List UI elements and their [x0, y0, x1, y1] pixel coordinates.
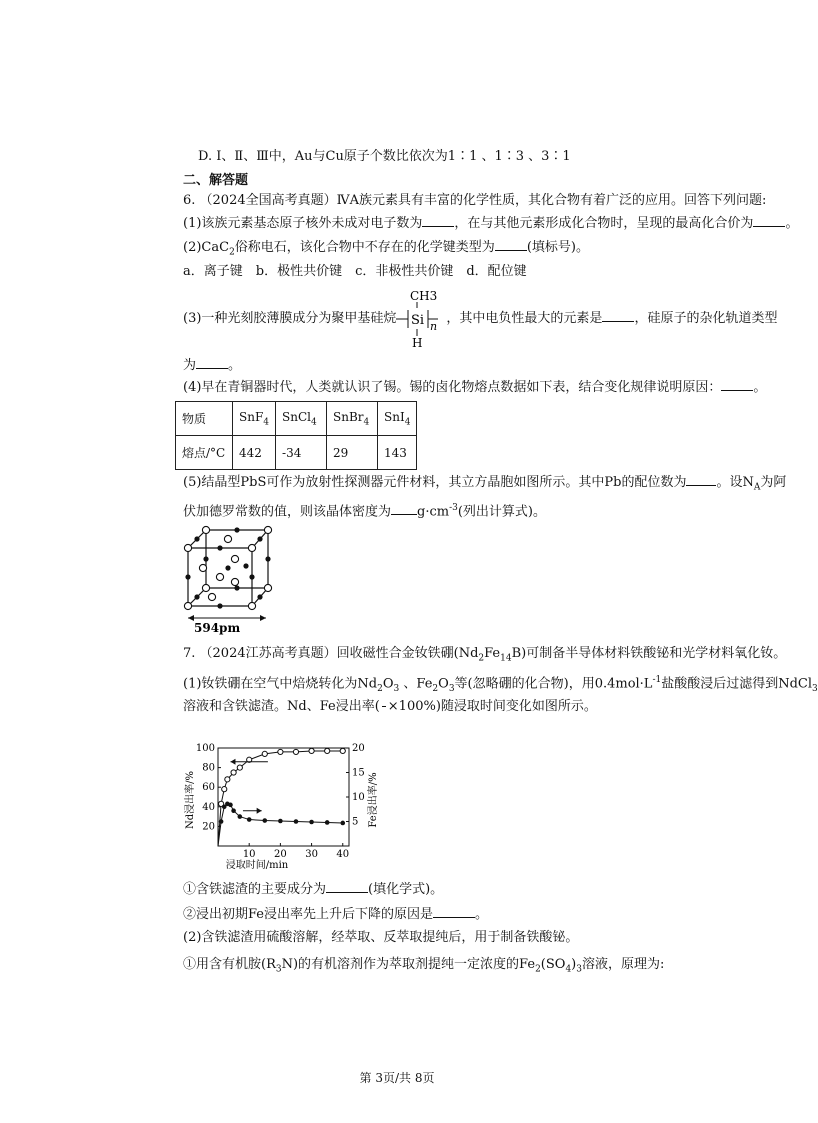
nd-data-point: [340, 748, 345, 753]
table-cell: SnBr$_4$: [327, 402, 378, 436]
polymethylsilane-formula: [396, 288, 446, 350]
table-cell: 熔点/°C: [176, 436, 233, 470]
answer-blank[interactable]: [686, 473, 716, 486]
open-atom: [202, 584, 209, 591]
answer-blank[interactable]: [602, 309, 634, 322]
y-axis-label-left: Nd浸出率/%: [185, 770, 196, 830]
answer-blank[interactable]: [753, 214, 785, 227]
open-atom: [231, 555, 238, 562]
pb-or-s-atom: [225, 565, 230, 570]
pb-or-s-atom: [234, 527, 239, 532]
table-row: [176, 436, 417, 470]
open-atom: [224, 535, 231, 542]
x-axis-label: 浸取时间/min: [225, 860, 289, 871]
y-tick-label-right: 10: [352, 792, 365, 803]
option-d: D. Ⅰ、Ⅱ、Ⅲ中，Au与Cu原子个数比依次为1∶1 、1∶3 、3∶1: [198, 149, 571, 164]
open-atom: [248, 602, 255, 609]
answer-blank[interactable]: [422, 214, 454, 227]
q7-1-ii: ②浸出初期Fe浸出率先上升后下降的原因是 。: [183, 907, 489, 922]
table-cell: 143: [378, 436, 417, 470]
pb-or-s-atom: [185, 574, 190, 579]
pb-or-s-atom: [257, 536, 262, 541]
fe-data-point: [262, 818, 267, 823]
nd-series-line: [218, 751, 343, 846]
y-tick-label-left: 100: [195, 743, 215, 754]
open-atom: [184, 602, 191, 609]
q7-part2: (2)含铁滤渣用硫酸溶解，经萃取、反萃取提纯后，用于制备铁酸铋。: [183, 930, 579, 945]
pb-or-s-atom: [217, 545, 222, 550]
pb-or-s-atom: [194, 536, 199, 541]
ch3-group: CH3: [410, 288, 438, 303]
open-atom: [264, 526, 271, 533]
open-atom: [208, 593, 215, 600]
q6-stem: 6. （2024全国高考真题）ⅣA族元素具有丰富的化学性质，其化合物有着广泛的应用。回答下列问题:: [183, 193, 767, 208]
fe-data-point: [247, 817, 252, 822]
q7-part1-formula: 溶液和含铁滤渣。Nd、Fe浸出率( ×100%)随浸取时间变化如图所示。: [183, 699, 597, 714]
q6-part5: (5)结晶型PbS可作为放射性探测器元件材料，其立方晶胞如图所示。其中Pb的配位数为 。设$N_A$为阿: [183, 475, 787, 493]
answer-blank[interactable]: [495, 238, 527, 251]
q6-part3: (3)一种光刻胶薄膜成分为聚甲基硅烷 CH3 Si n H ，其中电负性最大的元素是 ，硅原子的杂化轨道类型: [183, 288, 778, 350]
nd-data-point: [231, 770, 236, 775]
q6-part2-options: a．离子键 b．极性共价键 c．非极性共价键 d．配位键: [183, 264, 527, 279]
pb-or-s-atom: [243, 563, 248, 568]
repeat-n: n: [430, 319, 438, 333]
melting-point-table: [175, 401, 417, 470]
q6-part4: (4)早在青铜器时代，人类就认识了锡。锡的卤化物熔点数据如下表，结合变化规律说明原因： 。: [183, 380, 767, 395]
pb-or-s-atom: [194, 594, 199, 599]
open-atom: [216, 573, 223, 580]
polymer-structure-svg: [396, 289, 446, 349]
answer-blank[interactable]: [326, 880, 368, 893]
nd-data-point: [262, 751, 267, 756]
pb-or-s-atom: [217, 603, 222, 608]
leaching-rate-fraction: [382, 706, 386, 707]
x-tick-label: 20: [274, 849, 287, 860]
q7-stem: 7. （2024江苏高考真题）回收磁性合金钕铁硼$(Nd_2Fe_{14}B)$可制备半导体材料铁酸铋和光学材料氧化钕。: [183, 646, 787, 664]
y-axis-label-right: Fe浸出率/%: [368, 772, 379, 828]
pb-or-s-atom: [249, 574, 254, 579]
answer-blank[interactable]: [721, 378, 753, 391]
si-atom: Si: [411, 312, 425, 328]
x-tick-label: 10: [242, 849, 256, 860]
nd-data-point: [222, 787, 227, 792]
open-atom: [231, 578, 238, 585]
q7-1-i: ①含铁滤渣的主要成分为 (填化学式)。: [183, 882, 444, 897]
open-atom: [202, 526, 209, 533]
nd-axis-arrowhead: [230, 759, 235, 765]
y-tick-label-right: 15: [352, 767, 365, 779]
pb-or-s-atom: [257, 594, 262, 599]
answer-blank[interactable]: [196, 356, 228, 369]
fe-data-point: [340, 821, 345, 826]
table-cell: 物质: [176, 402, 233, 436]
q7-2-i: ①用含有机胺$(R_3N)$的有机溶剂作为萃取剂提纯一定浓度的$Fe_2(SO_4)_3$溶液，原理为:: [183, 957, 665, 975]
fe-series-line: [218, 804, 343, 846]
answer-blank[interactable]: [391, 502, 417, 515]
y-tick-label-right: 20: [352, 743, 365, 754]
pbs-unit-cell-diagram: [180, 522, 280, 637]
open-atom: [248, 544, 255, 551]
nd-data-point: [293, 749, 298, 754]
nd-data-point: [309, 748, 314, 753]
open-atom: [264, 584, 271, 591]
nd-data-point: [325, 748, 330, 753]
section-heading: 二、解答题: [183, 173, 249, 188]
open-atom: [184, 544, 191, 551]
nd-data-point: [278, 749, 283, 754]
h-atom: H: [412, 335, 423, 350]
y-tick-label-right: 5: [352, 816, 359, 828]
q7-part1: (1)钕铁硼在空气中焙烧转化为$Nd_2O_3$ 、$Fe_2O_3$等(忽略硼的化合物)，用$0.4mol\cdot L^{-1}$盐酸酸浸后过滤得到NdCl$_3$: [183, 675, 818, 694]
table-cell: SnF$_4$: [233, 402, 276, 436]
q6-part5-cont: 伏加德罗常数的值，则该晶体密度为 $g\cdot cm^{-3}$(列出计算式)。: [183, 503, 547, 520]
q6-part3-cont: 为 。: [183, 358, 242, 373]
fe-data-point: [325, 820, 330, 825]
table-header-row: [176, 402, 417, 436]
y-tick-label-left: 80: [202, 762, 215, 774]
y-tick-label-left: 40: [202, 801, 215, 813]
table-cell: -34: [276, 436, 327, 470]
plot-frame: [218, 748, 349, 846]
y-tick-label-left: 20: [202, 821, 215, 833]
q6-part1: (1)该族元素基态原子核外未成对电子数为 ，在与其他元素形成化合物时，呈现的最高化合价为 。: [183, 216, 799, 231]
nd-data-point: [225, 777, 230, 782]
fe-data-point: [228, 803, 233, 808]
dimension-label: 594pm: [194, 621, 241, 635]
page-footer: 第 3页/共 8页: [359, 1071, 435, 1085]
table-cell: SnI$_4$: [378, 402, 417, 436]
x-tick-label: 30: [305, 849, 318, 860]
q6-part2: (2)CaC$_2$俗称电石，该化合物中不存在的化学键类型为 (填标号)。: [183, 240, 589, 258]
table-cell: 29: [327, 436, 378, 470]
table-cell: 442: [233, 436, 276, 470]
fe-axis-arrowhead: [257, 808, 262, 814]
pb-or-s-atom: [203, 556, 208, 561]
fe-data-point: [294, 819, 299, 824]
table-cell: SnCl$_4$: [276, 402, 327, 436]
fe-data-point: [278, 819, 283, 824]
leaching-rate-chart: [184, 740, 379, 871]
fe-data-point: [219, 819, 224, 824]
fe-data-point: [238, 814, 243, 819]
x-tick-label: 40: [336, 849, 350, 860]
nd-data-point: [237, 765, 242, 770]
pb-or-s-atom: [265, 556, 270, 561]
answer-blank[interactable]: [433, 905, 475, 918]
fe-data-point: [309, 820, 314, 825]
y-tick-label-left: 60: [202, 782, 215, 794]
fe-data-point: [231, 808, 236, 813]
pb-or-s-atom: [234, 585, 239, 590]
open-atom: [199, 564, 206, 571]
